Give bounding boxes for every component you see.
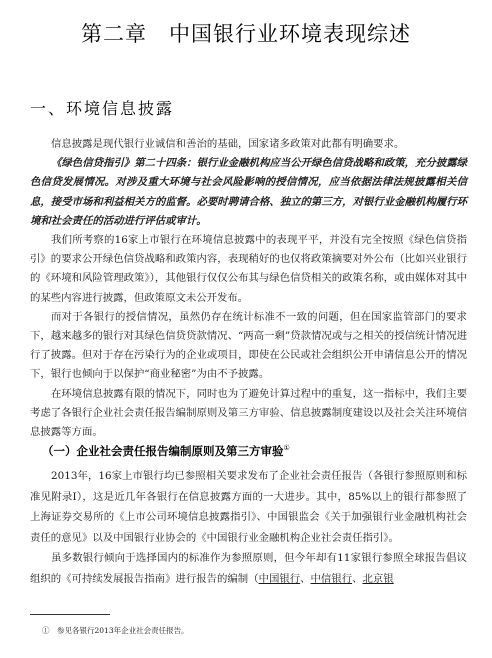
body-block-2	[30, 466, 467, 589]
paragraph-credit-disclosure: 而对于各银行的授信情况，虽然仍存在统计标准不一致的问题，但在国家监管部门的要求下，越来越多的银行对其绿色信贷贷款情况、“两高一剩”贷款情况或与之相关的授信统计情况进行了披露。但对于存在污染行为的企业或项目，即使在公民或社会组织公开申请信息公开的情况下，银行也倾向于以保护“商业秘密”为由不予披露。	[30, 310, 467, 381]
paragraph-guideline-quote: 《绿色信贷指引》第二十四条：银行业金融机构应当公开绿色信贷战略和政策，充分披露绿色信贷发展情况。对涉及重大环境与社会风险影响的授信情况，应当依据法律法规披露相关信息，接受市场和利益相关方的监督。必要时聘请合格、独立的第三方，对银行业金融机构履行环境和社会责任的活动进行评估或审计。	[30, 157, 467, 227]
footnote-divider	[30, 614, 110, 615]
paragraph-gri-reporting: 虽多数银行倾向于选择国内的标准作为参照原则，但今年却有11家银行参照全球报告倡议组织的《可持续发展报告指南》进行报告的编制（中国银行、中信银行、北京银	[30, 552, 467, 585]
paragraph-indicator-scope: 在环境信息披露有限的情况下，同时也为了避免计算过程中的重复，这一指标中，我们主要考虑了各银行企业社会责任报告编制原则及第三方审验、信息披露制度建设以及社会关注环境信息披露等方面。	[30, 387, 467, 439]
bank-name: 中国银行	[258, 572, 301, 585]
footnote: ① 参见各银行2013年企业社会责任报告。	[42, 626, 189, 635]
bank-name: 北京银	[362, 572, 394, 585]
footnote-marker: ①	[283, 444, 290, 453]
section-heading: 一、环境信息披露	[30, 99, 175, 118]
sub-heading-text: （一）企业社会责任报告编制原则及第三方审验	[42, 444, 284, 458]
bank-name: 中信银行	[310, 572, 353, 585]
body-block-1	[30, 135, 467, 442]
sub-heading	[42, 443, 290, 459]
paragraph-gri-prefix: 虽多数银行倾向于选择国内的标准作为参照原则，但今年却有11家银行参照全球报告倡议组织的《可持续发展报告指南》进行报告的编制（	[30, 552, 467, 585]
paragraph-disclosure-performance: 我们所考察的16家上市银行在环境信息披露中的表现平平，并没有完全按照《绿色信贷指引》的要求公开绿色信贷战略和政策内容，表现稍好的也仅将政策摘要对外公布（比如兴业银行的《环境和风险管理政策》），其他银行仅仅公布其与绿色信贷相关的政策名称，或由媒体对其中的某些内容进行披露，但政策原文未公开发布。	[30, 234, 467, 304]
chapter-title: 第二章 中国银行业环境表现综述	[81, 22, 411, 46]
paragraph-csr-reports: 2013年，16家上市银行均已参照相关要求发布了企业社会责任报告（各银行参照原则和标准见附录Ⅰ），这是近几年各银行在信息披露方面的一大进步。其中，85%以上的银行都参照了上海证券交易所的《上市公司环境信息披露指引》、中国银监会《关于加强银行业金融机构社会责任的意见》以及中国银行业协会的《中国银行业金融机构企业社会责任指引》。	[30, 470, 467, 544]
paragraph-intro: 信息披露是现代银行业诚信和善治的基础，国家诸多政策对此都有明确要求。	[51, 138, 405, 150]
